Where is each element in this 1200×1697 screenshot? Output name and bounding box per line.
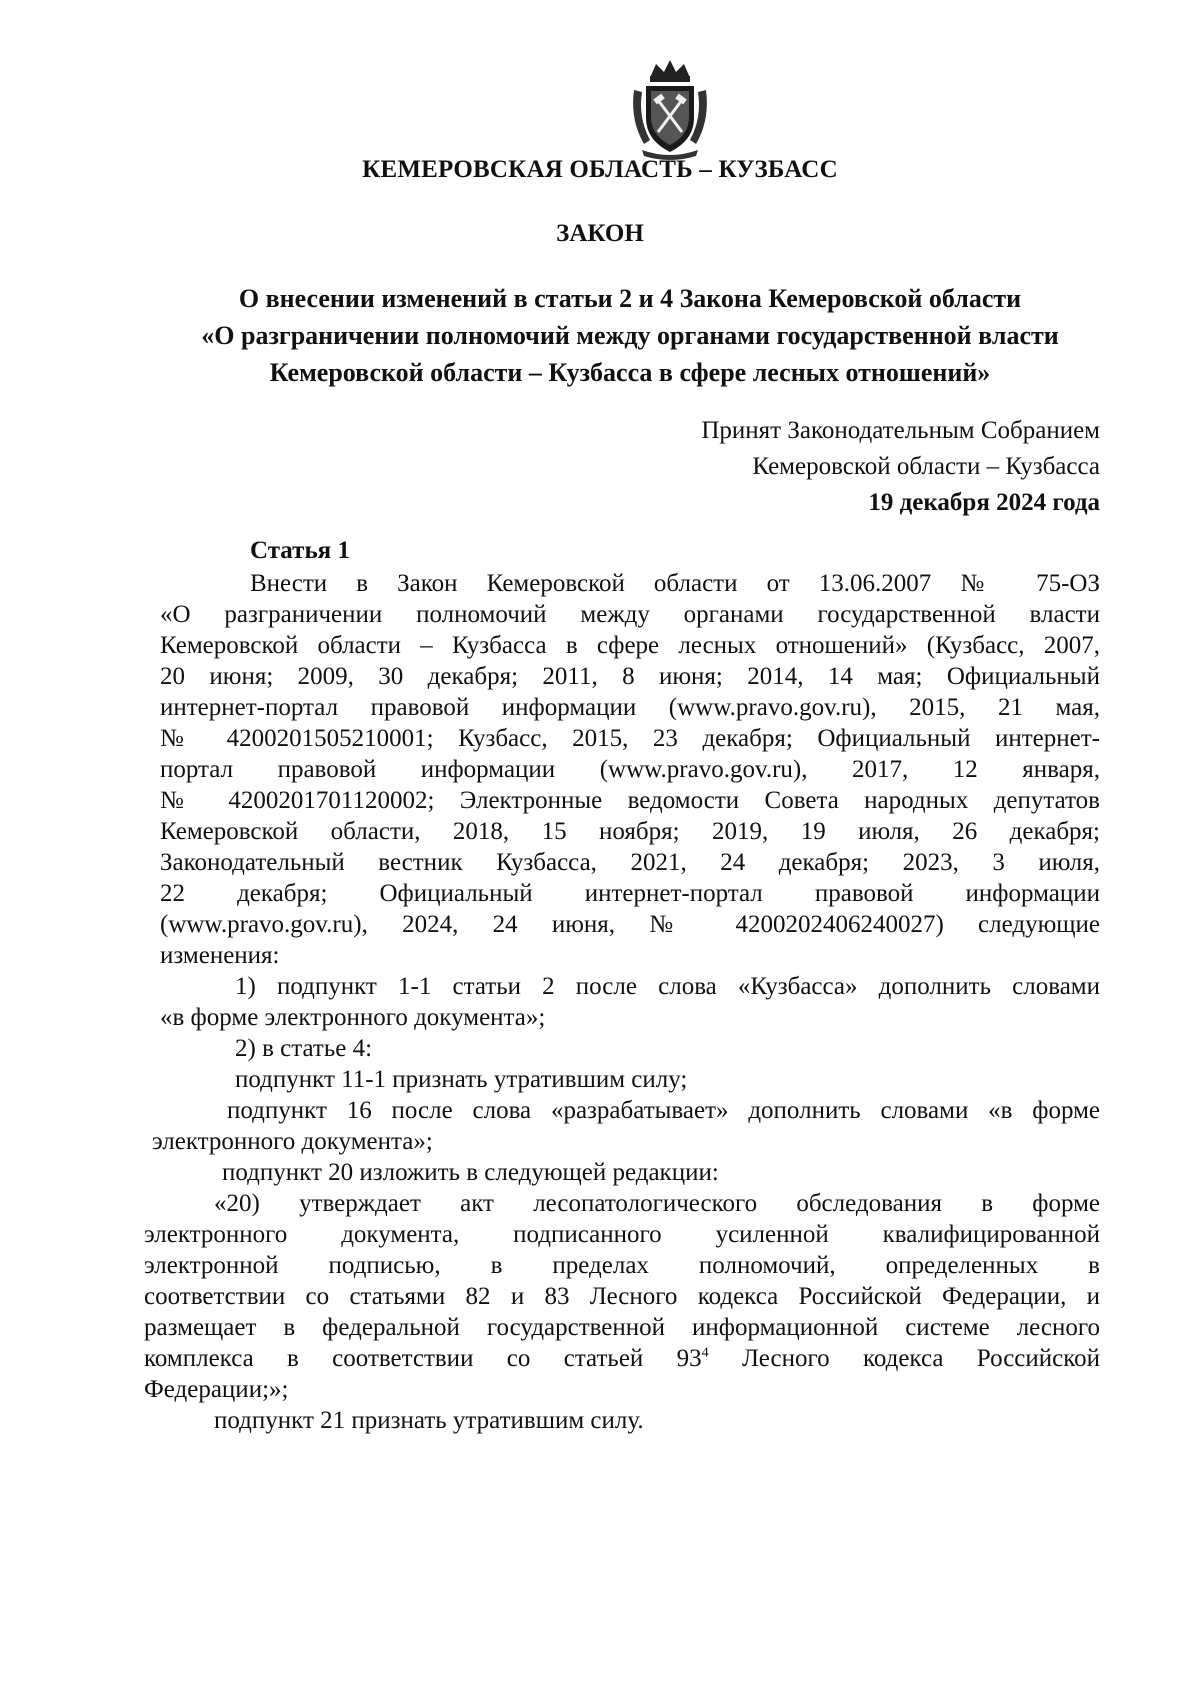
coat-of-arms-icon xyxy=(628,56,712,160)
text-line: «20) утверждает акт лесопатологического обследования в форме xyxy=(214,1190,1100,1217)
text-line: подпункт 21 признать утратившим силу. xyxy=(214,1407,644,1434)
text-line: Федерации;»; xyxy=(144,1376,289,1403)
adoption-block xyxy=(701,413,1100,521)
text-line: подпункт 16 после слова «разрабатывает» дополнить словами «в форме xyxy=(227,1097,1100,1124)
text-line xyxy=(144,1343,1100,1374)
text-line: электронного документа, подписанного усиленной квалифицированной xyxy=(144,1221,1100,1248)
text-line: «в форме электронного документа»; xyxy=(160,1004,546,1031)
article-heading: Статья 1 xyxy=(250,537,350,564)
region-name: КЕМЕРОВСКАЯ ОБЛАСТЬ – КУЗБАСС xyxy=(362,156,838,183)
text-line: 22 декабря; Официальный интернет-портал правовой информации xyxy=(160,880,1100,907)
text-line: Кемеровской области, 2018, 15 ноября; 2019, 19 июля, 26 декабря; xyxy=(160,818,1100,845)
text-line: соответствии со статьями 82 и 83 Лесного кодекса Российской Федерации, и xyxy=(144,1283,1100,1310)
text-line: № 4200201701120002; Электронные ведомости Совета народных депутатов xyxy=(160,787,1100,814)
document-type: ЗАКОН xyxy=(556,220,644,247)
text-line: Внести в Закон Кемеровской области от 13.06.2007 № 75-ОЗ xyxy=(250,570,1100,597)
adoption-date: 19 декабря 2024 года xyxy=(868,489,1100,516)
law-title-line: О внесении изменений в статьи 2 и 4 Закона Кемеровской области xyxy=(238,284,1022,313)
text-line: подпункт 11-1 признать утратившим силу; xyxy=(235,1066,688,1093)
text-line: Законодательный вестник Кузбасса, 2021, 24 декабря; 2023, 3 июля, xyxy=(160,849,1100,876)
text-line: 2) в статье 4: xyxy=(235,1035,373,1062)
text-line: «О разграничении полномочий между органами государственной власти xyxy=(160,601,1100,628)
text-line: 1) подпункт 1-1 статьи 2 после слова «Кузбасса» дополнить словами xyxy=(235,973,1100,1000)
text-line: электронного документа»; xyxy=(152,1128,433,1155)
law-title-line: «О разграничении полномочий между органами государственной власти xyxy=(201,321,1059,350)
text-span: Лесного кодекса Российской xyxy=(708,1345,1100,1372)
superscript: 4 xyxy=(701,1345,709,1361)
text-line: интернет-портал правовой информации (www.pravo.gov.ru), 2015, 21 мая, xyxy=(160,694,1100,721)
adoption-line: Кемеровской области – Кузбасса xyxy=(752,453,1100,480)
text-line: изменения: xyxy=(160,942,280,969)
text-line: 20 июня; 2009, 30 декабря; 2011, 8 июня; 2014, 14 мая; Официальный xyxy=(160,663,1100,690)
text-line: (www.pravo.gov.ru), 2024, 24 июня, № 4200202406240027) следующие xyxy=(160,911,1100,938)
law-title xyxy=(160,280,1100,391)
text-line: размещает в федеральной государственной информационной системе лесного xyxy=(144,1314,1100,1341)
article-body xyxy=(144,568,1100,1436)
text-line: электронной подписью, в пределах полномочий, определенных в xyxy=(144,1252,1100,1279)
text-line: № 4200201505210001; Кузбасс, 2015, 23 декабря; Официальный интернет- xyxy=(160,725,1100,752)
text-line: портал правовой информации (www.pravo.gov.ru), 2017, 12 января, xyxy=(160,756,1100,783)
text-line: Кемеровской области – Кузбасса в сфере лесных отношений» (Кузбасс, 2007, xyxy=(160,632,1100,659)
text-line: подпункт 20 изложить в следующей редакции: xyxy=(222,1159,719,1186)
law-title-line: Кемеровской области – Кузбасса в сфере лесных отношений» xyxy=(269,358,991,387)
text-span: комплекса в соответствии со статьей 93 xyxy=(144,1345,702,1372)
adoption-line: Принят Законодательным Собранием xyxy=(701,417,1100,444)
